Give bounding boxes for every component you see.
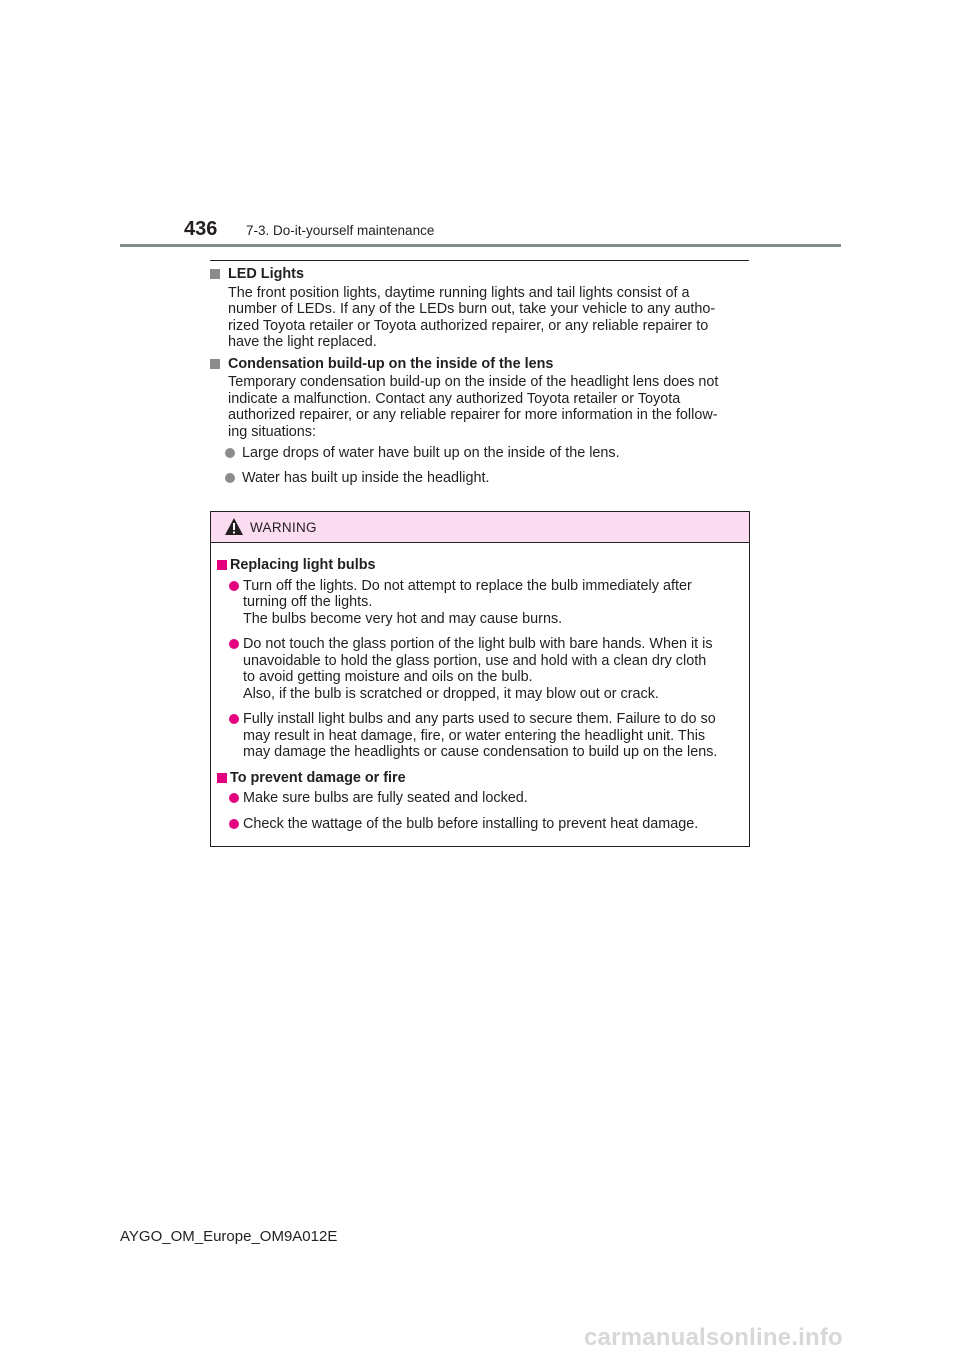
round-bullet-icon [229,714,239,724]
warning-box [210,511,750,847]
square-bullet-icon [217,560,227,570]
warning-list-item: Turn off the lights. Do not attempt to replace the bulb immediately after turning off the lights. The bulbs become very hot and may cause burns. [217,578,743,628]
footer-doc-code: AYGO_OM_Europe_OM9A012E [120,1228,338,1245]
warning-section-title: Replacing light bulbs [230,557,376,573]
item-paragraph [210,374,750,440]
warning-body [211,543,749,832]
paragraph-line: The front position lights, daytime running lights and tail lights consist of a [228,284,690,301]
paragraph-line: number of LEDs. If any of the LEDs burn out, take your vehicle to any autho- [228,301,716,317]
warning-triangle-icon [224,517,244,536]
warning-list-item: Check the wattage of the bulb before installing to prevent heat damage. [217,816,743,833]
item-paragraph [210,285,750,351]
round-bullet-icon [225,448,235,458]
list-item: Large drops of water have built up on the inside of the lens. [210,445,750,462]
round-bullet-icon [229,581,239,591]
square-bullet-icon [210,269,220,279]
warning-list-item: Make sure bulbs are fully seated and locked. [217,790,743,807]
item-title: Condensation build-up on the inside of the lens [228,355,554,372]
warning-header [211,512,749,543]
main-content [210,266,750,494]
watermark: carmanualsonline.info [584,1324,843,1351]
item-condensation [210,356,750,487]
square-bullet-icon [217,773,227,783]
warning-list-item: Do not touch the glass portion of the light bulb with bare hands. When it is unavoidable to hold the glass portion, use and hold with a clean dry cloth to avoid getting moisture and oils on the bulb. Also, if the bulb is scratched or dropped, it may blow out or crack. [217,636,743,702]
section-title: 7-3. Do-it-yourself maintenance [246,223,435,238]
warning-list-item: Fully install light bulbs and any parts used to secure them. Failure to do so may result in heat damage, fire, or water entering the headlight unit. This may damage the headlights or cause condensation to build up on the lens. [217,711,743,761]
round-bullet-icon [229,819,239,829]
warning-section-title: To prevent damage or fire [230,769,406,786]
paragraph-line: Temporary condensation build-up on the inside of the headlight lens does not [228,374,719,390]
item-led-lights [210,266,750,351]
paragraph-line: rized Toyota retailer or Toyota authorized repairer, or any reliable repairer to [228,317,709,334]
round-bullet-icon [229,639,239,649]
round-bullet-icon [229,793,239,803]
paragraph-line: indicate a malfunction. Contact any authorized Toyota retailer or Toyota [228,390,681,407]
content-divider [210,260,749,261]
warning-label: WARNING [250,520,317,535]
paragraph-line: have the light replaced. [228,334,377,350]
item-title: LED Lights [228,266,304,282]
square-bullet-icon [210,359,220,369]
header-divider [120,244,841,247]
paragraph-line: ing situations: [228,423,316,440]
round-bullet-icon [225,473,235,483]
page-number: 436 [184,218,218,240]
paragraph-line: authorized repairer, or any reliable repairer for more information in the follow- [228,407,718,423]
list-item: Water has built up inside the headlight. [210,470,750,487]
